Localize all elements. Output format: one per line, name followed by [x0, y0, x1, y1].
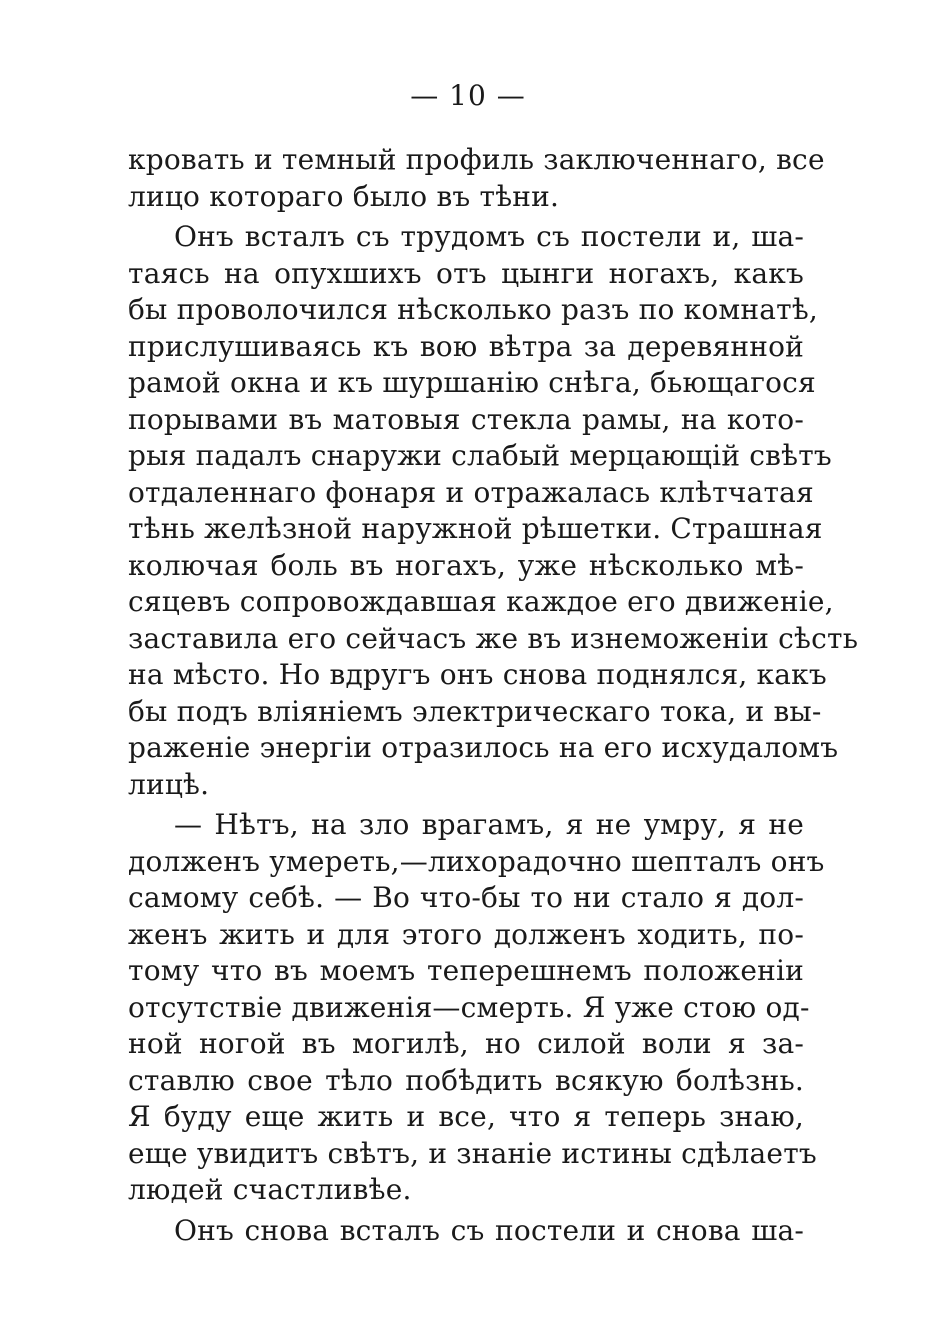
- text-line: людей счастливѣе.: [128, 1173, 412, 1206]
- text-line: лицо котораго было въ тѣни.: [128, 179, 560, 213]
- text-line: сяцевъ сопровождавшая каждое его движеніе,: [128, 585, 834, 618]
- text-line: раженіе энергіи отразилось на его исхудаломъ: [128, 731, 839, 764]
- page-number: — 10 —: [410, 79, 526, 112]
- text-line: тому что въ моемъ теперешнемъ положеніи: [128, 954, 804, 987]
- text-line: порывами въ матовыя стекла рамы, на кото-: [128, 402, 804, 436]
- text-line: рамой окна и къ шуршанію снѣга, бьющагося: [128, 366, 816, 399]
- text-line: отсутствіе движенія—смерть. Я уже стою од-: [128, 990, 810, 1024]
- text-line: долженъ умереть,—лихорадочно шепталъ онъ: [128, 844, 825, 878]
- text-line: рыя падалъ снаружи слабый мерцающій свѣтъ: [128, 439, 832, 472]
- text-line: бы проволочился нѣсколько разъ по комнатѣ,: [128, 293, 819, 326]
- text-line: кровать и темный профиль заключеннаго, все: [128, 143, 825, 176]
- text-line: Онъ снова всталъ съ постели и снова ша-: [174, 1213, 804, 1247]
- text-line: ной ногой въ могилѣ, но силой воли я за-: [128, 1027, 804, 1060]
- text-line: женъ жить и для этого долженъ ходить, по-: [128, 917, 804, 951]
- text-line: лицѣ.: [128, 767, 210, 801]
- text-line: Онъ всталъ съ трудомъ съ постели и, ша-: [174, 220, 804, 253]
- text-line: таясь на опухшихъ отъ цынги ногахъ, какъ: [128, 256, 804, 290]
- text-line: ставлю свое тѣло побѣдить всякую болѣзнь.: [128, 1063, 804, 1097]
- text-line: колючая боль въ ногахъ, уже нѣсколько мѣ-: [128, 548, 804, 582]
- text-line: тѣнь желѣзной наружной рѣшетки. Страшная: [128, 512, 823, 545]
- text-body: [128, 142, 859, 1249]
- text-line: прислушиваясь къ вою вѣтра за деревянной: [128, 329, 804, 363]
- text-line: — Нѣтъ, на зло врагамъ, я не умру, я не: [174, 808, 804, 841]
- text-line: на мѣсто. Но вдругъ онъ снова поднялся, какъ: [128, 658, 827, 691]
- text-line: бы подъ вліяніемъ электрическаго тока, и вы-: [128, 694, 822, 728]
- text-line: еще увидитъ свѣтъ, и знаніе истины сдѣлаетъ: [128, 1136, 817, 1170]
- text-line: заставила его сейчасъ же въ изнеможеніи сѣсть: [128, 621, 859, 655]
- text-line: самому себѣ. — Во что-бы то ни стало я дол-: [128, 881, 804, 914]
- text-line: Я буду еще жить и все, что я теперь знаю,: [128, 1100, 804, 1133]
- text-line: отдаленнаго фонаря и отражалась клѣтчатая: [128, 475, 814, 509]
